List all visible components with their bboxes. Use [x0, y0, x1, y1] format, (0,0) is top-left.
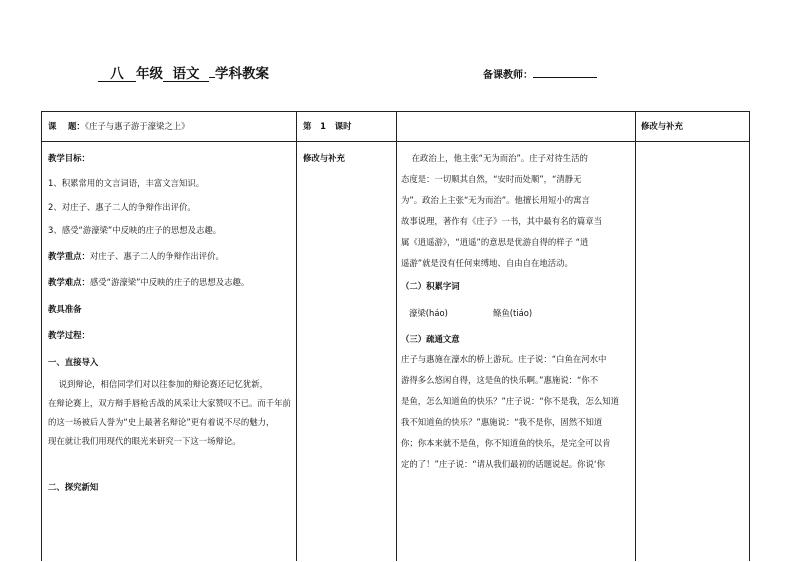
teacher-blank[interactable]: [533, 69, 597, 78]
difficulty-text: 感受“游濠梁”中反映的庄子的思想及志趣。: [89, 277, 250, 287]
objective-item: 3、感受“游濠梁”中反映的庄子的思想及志趣。: [48, 225, 222, 235]
key-point-text: 对庄子、惠子二人的争辩作出评价。: [89, 251, 224, 261]
teacher-label: 备课教师：: [483, 70, 533, 81]
tools-heading: 教具准备: [48, 304, 82, 314]
intro-line: 现在就让我们用现代的眼光来研究一下这一场辩论。: [48, 436, 241, 446]
objectives-title: 教学目标：: [48, 153, 90, 163]
background-line: 属《逍遥游》，“逍遥”的意思是优游自得的样子 “逍: [401, 237, 589, 247]
translation-line: 是鱼，怎么知道鱼的快乐？”庄子说：“你不是我，怎么知道: [401, 396, 620, 406]
revise-header: 修改与补充: [641, 121, 683, 131]
translation-line: 定的了！”庄子说：“请从我们最初的话题说起。你说‘你: [401, 459, 605, 469]
background-line: 故事说理，著作有《庄子》一书，其中最有名的篇章当: [401, 216, 602, 226]
difficulty-label: 教学难点：: [48, 277, 90, 287]
topic-label: 课 题：: [48, 121, 85, 131]
section-intro-heading: 一、直接导入: [48, 357, 99, 367]
grade-suffix: 年级: [136, 66, 163, 82]
lesson-prefix: 第: [303, 121, 312, 131]
table-col-divider-1: [296, 111, 297, 561]
background-paragraph: [401, 148, 621, 274]
teacher-field: [483, 66, 597, 81]
key-point-label: 教学重点：: [48, 251, 90, 261]
table-left-border: [41, 111, 42, 561]
lesson-plan-table: [41, 111, 750, 561]
translation-line: 你；你本来就不是鱼，你不知道鱼的快乐，是完全可以肯: [401, 438, 611, 448]
vocab-heading: （二）积累字词: [401, 281, 460, 291]
process-heading: 教学过程：: [48, 330, 90, 340]
topic-cell: [48, 120, 189, 132]
key-point: [48, 250, 224, 262]
background-line: 为”。政治上主张“无为而治”。他擅长用短小的寓言: [401, 195, 590, 205]
translation-paragraph: [401, 349, 621, 475]
vocab-item: 鲦鱼(tiáo): [493, 308, 533, 318]
grade-blank: [98, 67, 136, 82]
subject-value: 语文: [172, 66, 200, 82]
doc-type: 学科教案: [215, 66, 269, 82]
table-col-divider-3: [635, 111, 636, 561]
intro-line: 说到辩论，相信同学们对以往参加的辩论赛还记忆犹新，: [48, 379, 269, 389]
document-title: [98, 62, 269, 82]
background-line: 遥游”就是没有任何束缚地、自由自在地活动。: [401, 258, 573, 268]
intro-paragraph: [48, 375, 291, 451]
background-line: 在政治上，他主张“无为而治”。庄子对待生活的: [401, 153, 588, 163]
lesson-number-cell: [303, 120, 351, 132]
translation-line: 游得多么悠闲自得，这是鱼的快乐啊。”惠施说：“你不: [401, 375, 599, 385]
table-right-border: [749, 111, 750, 561]
table-col-divider-2: [396, 111, 397, 561]
vocab-item: 濠梁(háo): [409, 308, 448, 318]
translation-heading: （三）疏通文意: [401, 334, 460, 344]
intro-line: 在辩论赛上，双方辩手唇枪舌战的风采让大家赞叹不已。而千年前: [48, 398, 291, 408]
translation-line: 庄子与惠施在濠水的桥上游玩。庄子说：“白鱼在河水中: [401, 354, 607, 364]
subject-blank: [163, 67, 209, 82]
difficulty-point: [48, 276, 249, 288]
intro-line: 的这一场被后人誉为“史上最著名辩论”更有着说不尽的魅力，: [48, 417, 275, 427]
grade-value: 八: [110, 66, 124, 82]
background-line: 态度是：一切顺其自然，“安时而处顺”，“清静无: [401, 174, 582, 184]
middle-revise-label: 修改与补充: [303, 153, 345, 163]
lesson-suffix: 课时: [334, 121, 352, 131]
translation-line: 我不知道鱼的快乐？”惠施说：“我不是你，固然不知道: [401, 417, 603, 427]
topic-value: 《庄子与惠子游于濠梁之上》: [84, 121, 190, 131]
objective-item: 1、积累常用的文言词语，丰富文言知识。: [48, 178, 205, 188]
section-explore-heading: 二、探究新知: [48, 482, 99, 492]
objective-item: 2、对庄子、惠子二人的争辩作出评价。: [48, 202, 196, 212]
lesson-number: 1: [320, 121, 326, 131]
